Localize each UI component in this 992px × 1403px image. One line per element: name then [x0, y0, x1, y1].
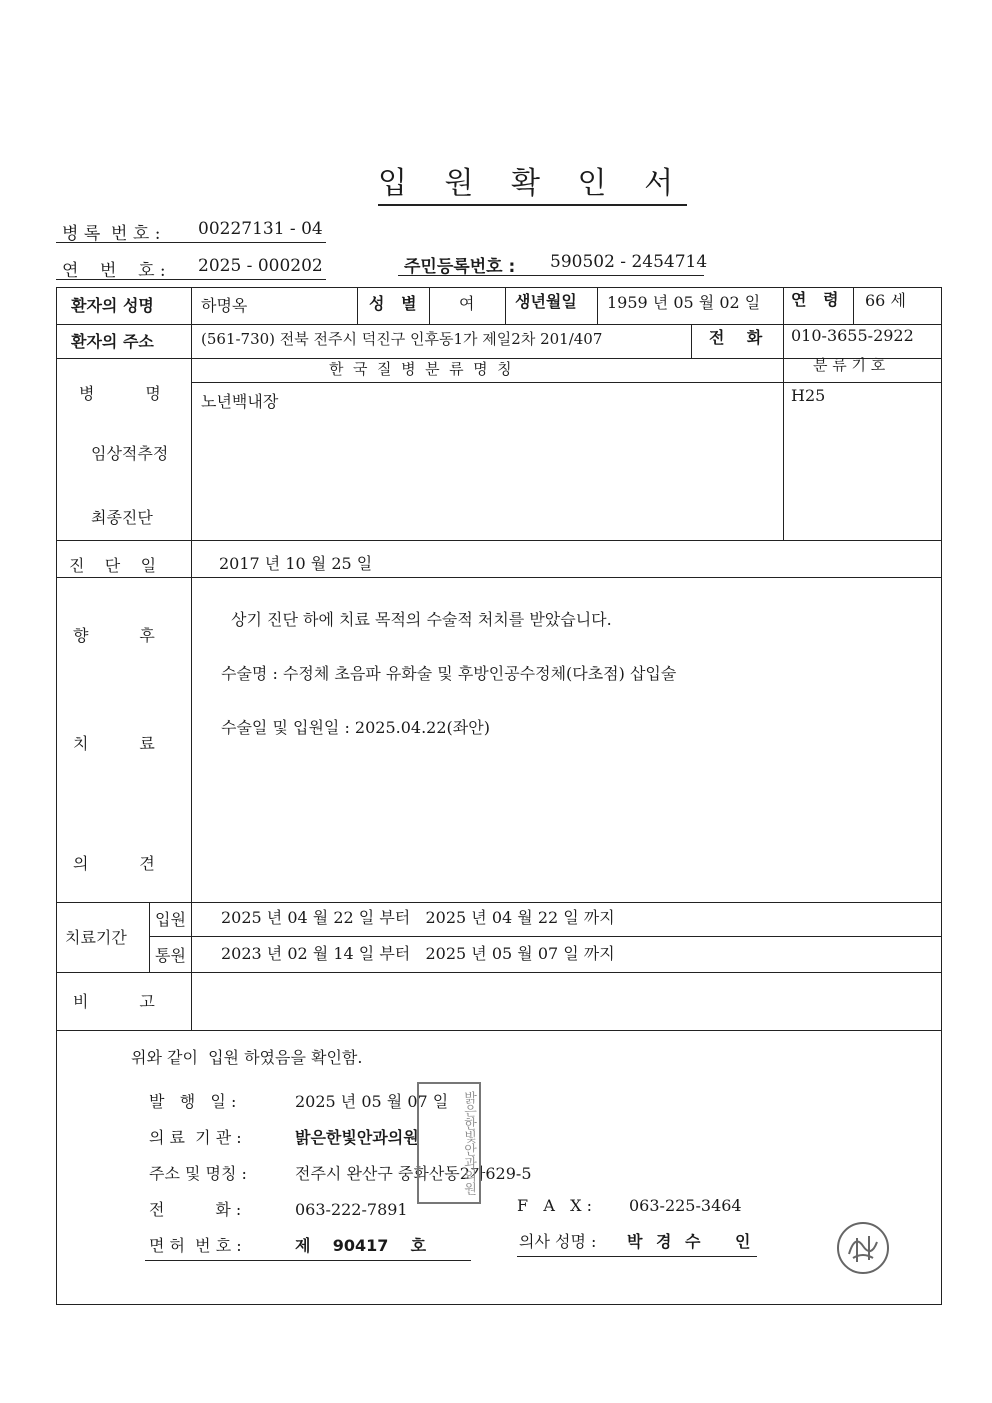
doctor-underline	[517, 1256, 757, 1257]
institution-label: 의 료 기 관 :	[149, 1128, 242, 1147]
chart-number-underline	[56, 242, 326, 243]
license-underline	[145, 1260, 471, 1261]
final-diagnosis-label: 최종진단	[91, 508, 153, 527]
disease-name: 노년백내장	[201, 392, 279, 411]
institution-stamp: 밝은한빛안과의원	[417, 1082, 481, 1204]
resident-number-label: 주민등록번호 :	[404, 257, 516, 277]
doctor-name: 박 경 수	[627, 1232, 705, 1251]
signature-seal-icon	[839, 1224, 887, 1272]
outpatient-label: 통원	[155, 946, 186, 965]
chart-number: 00227131 - 04	[198, 219, 323, 239]
col-line	[191, 540, 192, 1030]
issue-date: 2025 년 05 월 07 일	[295, 1092, 449, 1111]
disease-name-label: 병 명	[79, 384, 161, 403]
institution-name: 밝은한빛안과의원	[295, 1128, 419, 1147]
col-line	[691, 324, 692, 358]
row-line	[149, 936, 941, 937]
col-line	[357, 288, 358, 324]
row-line	[57, 902, 941, 903]
serial-number-underline	[56, 279, 326, 280]
patient-name-label: 환자의 성명	[71, 296, 154, 315]
row-line	[57, 1030, 941, 1031]
opinion-line-2: 수술명 : 수정체 초음파 유화술 및 후방인공수정체(다초점) 삽입술	[221, 664, 677, 683]
document-title: 입 원 확 인 서	[378, 158, 687, 206]
license-number: 제 90417 호	[295, 1236, 427, 1255]
doctor-signature-seal	[837, 1222, 889, 1274]
row-line	[57, 540, 941, 541]
form-frame	[56, 287, 942, 1305]
doctor-name-label: 의사 성명 :	[519, 1232, 597, 1251]
fax-label: F A X :	[517, 1196, 593, 1215]
remarks-label: 비 고	[73, 992, 155, 1011]
row-line	[57, 358, 941, 359]
period-label: 치료기간	[65, 928, 127, 947]
clinical-estimate-label: 임상적추정	[91, 444, 169, 463]
institution-address-label: 주소 및 명칭 :	[149, 1164, 247, 1183]
confirm-statement: 위와 같이 입원 하였음을 확인함.	[131, 1048, 363, 1067]
serial-number-label: 연 번 호 :	[62, 261, 166, 281]
phone-label: 전 화	[709, 328, 763, 347]
patient-name: 하명옥	[201, 296, 248, 315]
opinion-line-1: 상기 진단 하에 치료 목적의 수술적 처치를 받았습니다.	[231, 610, 612, 629]
fax-number: 063-225-3464	[629, 1196, 742, 1215]
col-line	[505, 288, 506, 324]
col-line	[853, 288, 854, 324]
outpatient-period: 2023 년 02 월 14 일 부터 2025 년 05 월 07 일 까지	[221, 944, 615, 963]
birth-label: 생년월일	[515, 292, 577, 311]
institution-phone-label: 전 화 :	[149, 1200, 242, 1219]
kcd-header: 한 국 질 병 분 류 명 칭	[329, 360, 512, 378]
patient-phone: 010-3655-2922	[791, 326, 914, 345]
inpatient-period: 2025 년 04 월 22 일 부터 2025 년 04 월 22 일 까지	[221, 908, 615, 927]
age-label: 연 령	[791, 290, 839, 309]
address-label: 환자의 주소	[71, 332, 154, 351]
col-line	[191, 288, 192, 540]
col-line	[783, 288, 784, 540]
col-line	[597, 288, 598, 324]
diagnosis-date-label: 진 단 일	[69, 556, 157, 575]
patient-age: 66 세	[865, 291, 906, 310]
inpatient-label: 입원	[155, 910, 186, 929]
patient-address: (561-730) 전북 전주시 덕진구 인후동1가 제일2차 201/407	[201, 330, 603, 348]
license-number-label: 면 허 번 호 :	[149, 1236, 242, 1255]
row-line	[191, 382, 941, 383]
sex-label: 성 별	[369, 294, 417, 313]
patient-sex: 여	[459, 294, 475, 313]
diagnosis-date: 2017 년 10 월 25 일	[219, 554, 373, 573]
chart-number-label: 병 록 번 호 :	[62, 224, 161, 244]
opinion-label-2: 치 료	[73, 734, 155, 753]
code-header: 분 류 기 호	[813, 356, 886, 374]
seal-mark: 인	[735, 1232, 751, 1251]
institution-address: 전주시 완산구 중화산동2가629-5	[295, 1164, 532, 1183]
patient-birth: 1959 년 05 월 02 일	[607, 293, 761, 312]
opinion-label-1: 향 후	[73, 626, 155, 645]
opinion-label-3: 의 견	[73, 854, 155, 873]
resident-number-underline	[398, 275, 704, 276]
resident-number: 590502 - 2454714	[550, 252, 708, 272]
row-line	[57, 972, 941, 973]
row-line	[57, 577, 941, 578]
row-line	[57, 324, 941, 325]
col-line	[149, 902, 150, 972]
issue-date-label: 발 행 일 :	[149, 1092, 237, 1111]
disease-code: H25	[791, 386, 826, 405]
serial-number: 2025 - 000202	[198, 256, 323, 276]
opinion-line-3: 수술일 및 입원일 : 2025.04.22(좌안)	[221, 718, 490, 737]
col-line	[429, 288, 430, 324]
institution-phone: 063-222-7891	[295, 1200, 408, 1219]
